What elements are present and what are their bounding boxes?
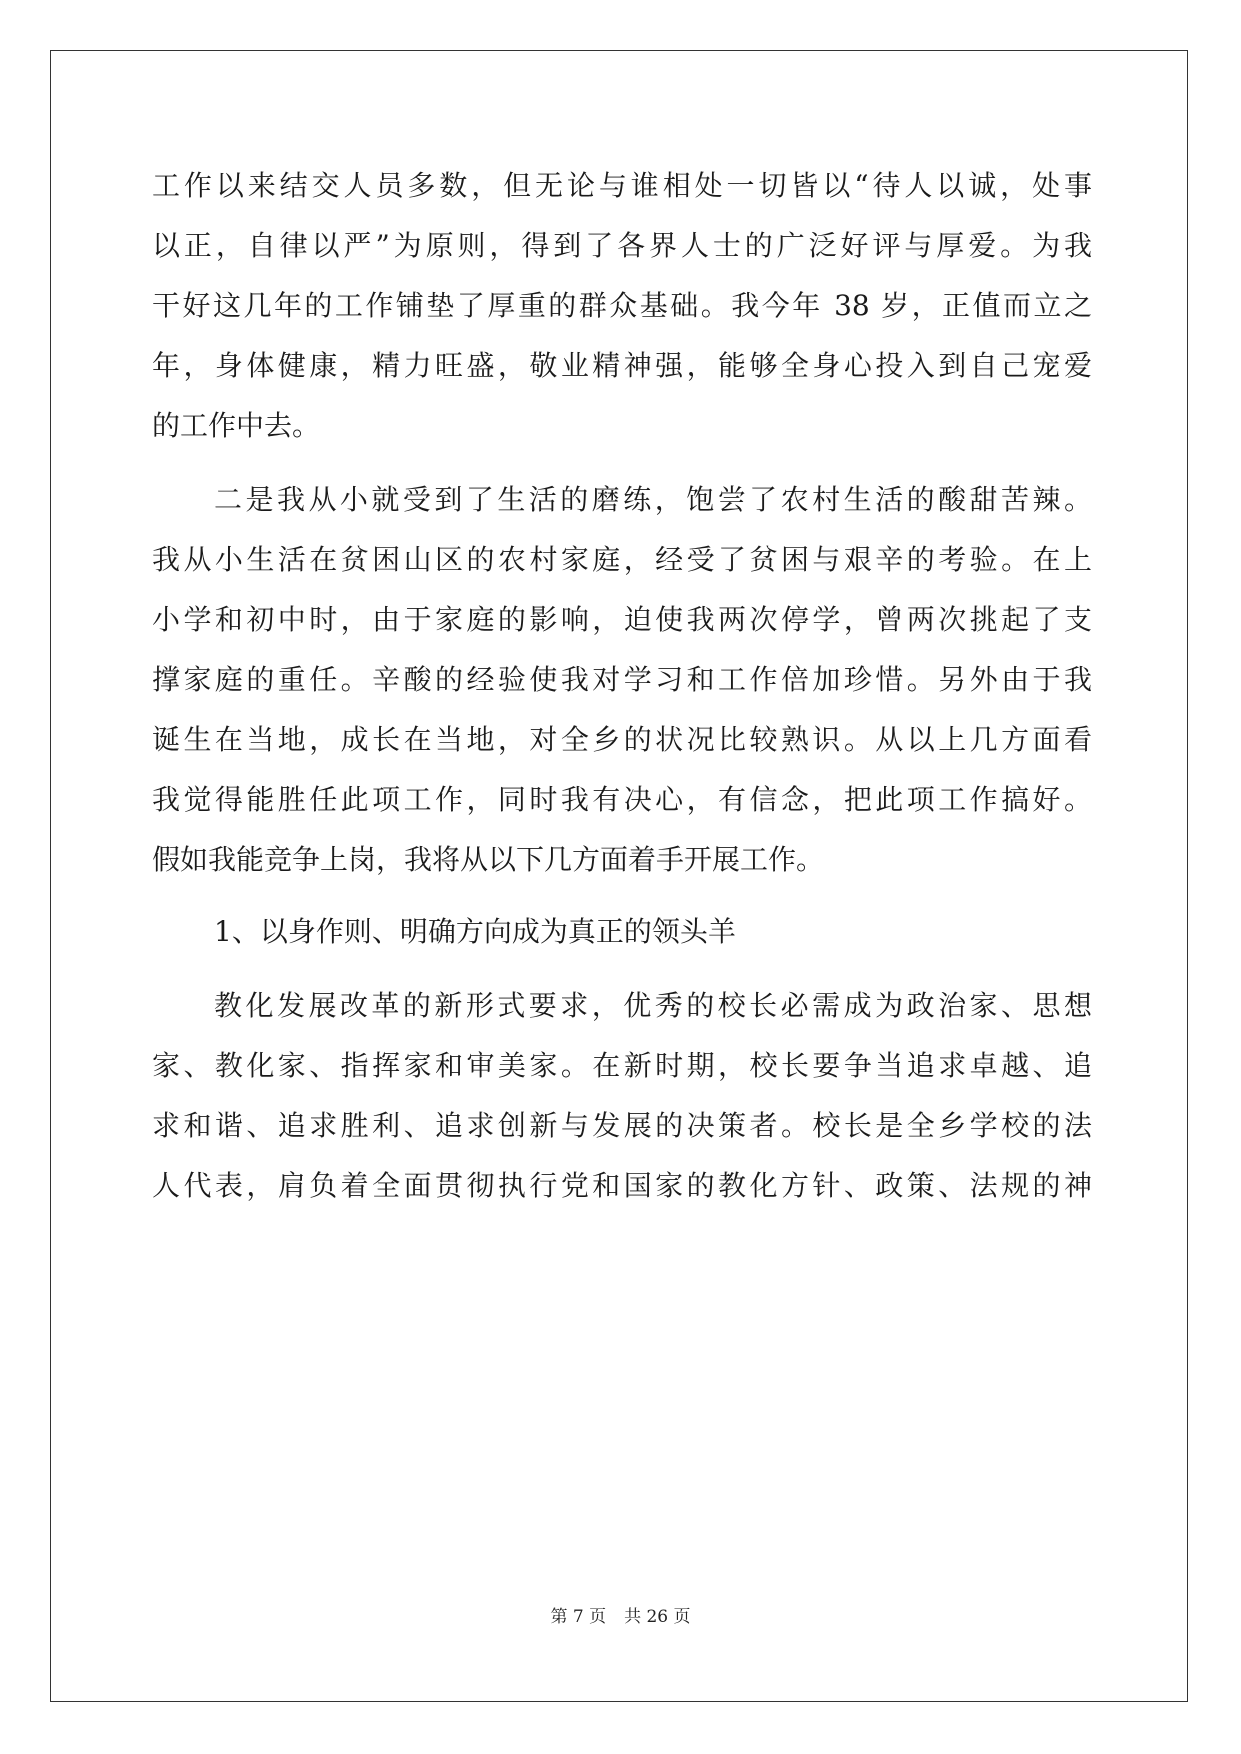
text-line: 诞生在当地，成长在当地，对全乡的状况比较熟识。从以上几方面看 bbox=[152, 723, 1092, 756]
section-heading: 1、以身作则、明确方向成为真正的领头羊 bbox=[214, 915, 736, 948]
page-total: 共 26 页 bbox=[624, 1607, 691, 1627]
text-line: 我觉得能胜任此项工作，同时我有决心，有信念，把此项工作搞好。 bbox=[152, 783, 1092, 816]
text-line: 人代表，肩负着全面贯彻执行党和国家的教化方针、政策、法规的神 bbox=[152, 1169, 1092, 1202]
text-line: 求和谐、追求胜利、追求创新与发展的决策者。校长是全乡学校的法 bbox=[152, 1109, 1092, 1142]
text-line: 的工作中去。 bbox=[152, 409, 321, 442]
text-line: 假如我能竞争上岗，我将从以下几方面着手开展工作。 bbox=[152, 843, 825, 876]
page-footer bbox=[0, 1605, 1241, 1629]
text-line: 工作以来结交人员多数，但无论与谁相处一切皆以“待人以诚，处事 bbox=[152, 169, 1092, 202]
text-line: 家、教化家、指挥家和审美家。在新时期，校长要争当追求卓越、追 bbox=[152, 1049, 1092, 1082]
text-line: 小学和初中时，由于家庭的影响，迫使我两次停学，曾两次挑起了支 bbox=[152, 603, 1092, 636]
page-number: 第 7 页 bbox=[550, 1607, 607, 1627]
text-line: 撑家庭的重任。辛酸的经验使我对学习和工作倍加珍惜。另外由于我 bbox=[152, 663, 1092, 696]
text-line: 干好这几年的工作铺垫了厚重的群众基础。我今年 38 岁，正值而立之 bbox=[152, 289, 1092, 322]
text-line: 二是我从小就受到了生活的磨练，饱尝了农村生活的酸甜苦辣。 bbox=[214, 483, 1092, 516]
text-line: 教化发展改革的新形式要求，优秀的校长必需成为政治家、思想 bbox=[214, 989, 1092, 1022]
text-line: 以正，自律以严”为原则，得到了各界人士的广泛好评与厚爱。为我 bbox=[152, 229, 1092, 262]
text-line: 我从小生活在贫困山区的农村家庭，经受了贫困与艰辛的考验。在上 bbox=[152, 543, 1092, 576]
text-line: 年，身体健康，精力旺盛，敬业精神强，能够全身心投入到自己宠爱 bbox=[152, 349, 1092, 382]
